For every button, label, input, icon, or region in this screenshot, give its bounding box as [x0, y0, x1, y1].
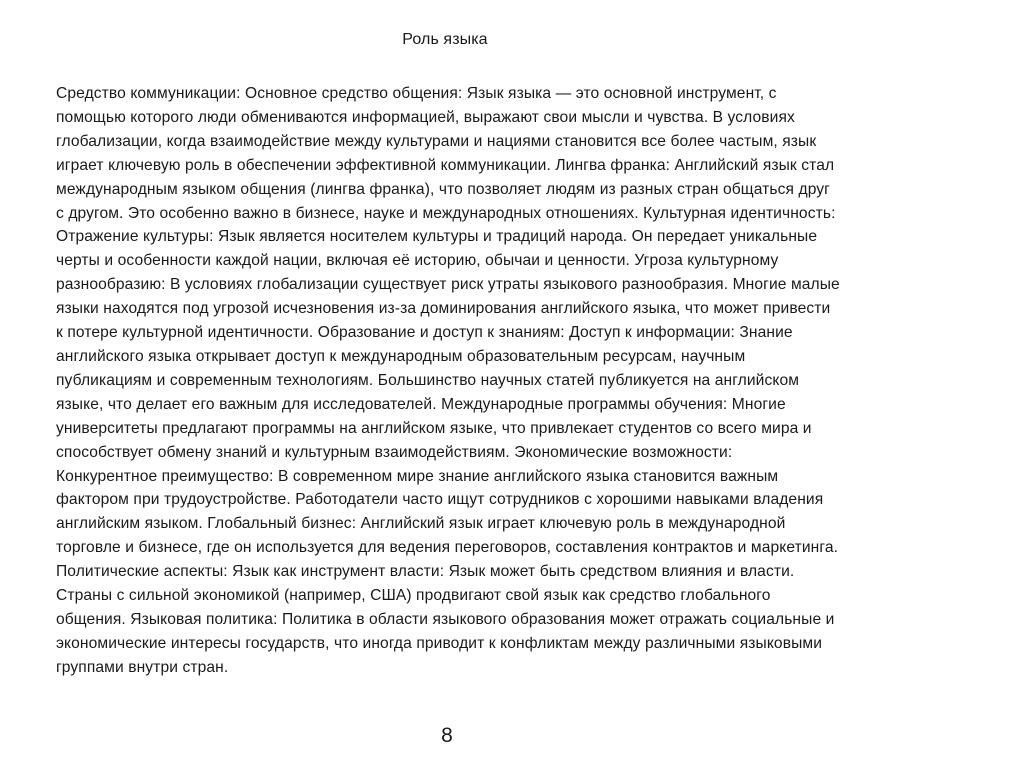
body-line: к потере культурной идентичности. Образование и доступ к знаниям: Доступ к информации: Знание [56, 324, 793, 342]
body-line: помощью которого люди обмениваются информацией, выражают свои мысли и чувства. В условиях [56, 108, 795, 126]
body-line: публикациям и современным технологиям. Большинство научных статей публикуется на английском [56, 371, 800, 389]
slide-body-text [56, 82, 968, 680]
body-line: общения. Языковая политика: Политика в области языкового образования может отражать социальные и [56, 610, 835, 628]
body-line: экономические интересы государств, что иногда приводит к конфликтам между различными языковыми [56, 634, 823, 652]
body-line: глобализации, когда взаимодействие между культурами и нациями становится все более частым, язык [56, 132, 817, 150]
page-number: 8 [441, 724, 453, 747]
body-line: Страны с сильной экономикой (например, США) продвигают свой язык как средство глобального [56, 587, 771, 605]
body-line: Конкурентное преимущество: В современном мире знание английского языка становится важным [56, 467, 779, 485]
body-line: Отражение культуры: Язык является носителем культуры и традиций народа. Он передает уникальные [56, 228, 818, 246]
body-line: языки находятся под угрозой исчезновения из-за доминирования английского языка, что может привести [56, 300, 831, 318]
body-line: способствует обмену знаний и культурным взаимодействиям. Экономические возможности: [56, 443, 733, 461]
body-line: разнообразию: В условиях глобализации существует риск утраты языкового разнообразия. Многие малые [56, 276, 840, 294]
body-line: Средство коммуникации: Основное средство общения: Язык языка — это основной инструмент, с [56, 85, 777, 102]
body-line: торговле и бизнесе, где он используется для ведения переговоров, составления контрактов и маркетинга. [56, 539, 839, 557]
body-line: группами внутри стран. [56, 658, 229, 676]
slide-title: Роль языка [402, 31, 488, 48]
body-line: играет ключевую роль в обеспечении эффективной коммуникации. Лингва франка: Английский язык стал [56, 156, 835, 174]
body-line: международным языком общения (лингва франка), что позволяет людям из разных стран общаться друг [56, 180, 830, 198]
body-line: с другом. Это особенно важно в бизнесе, науке и международных отношениях. Культурная идентичность: [56, 204, 836, 222]
body-line: английским языком. Глобальный бизнес: Английский язык играет ключевую роль в международной [56, 515, 786, 533]
body-line: фактором при трудоустройстве. Работодатели часто ищут сотрудников с хорошими навыками владения [56, 491, 824, 509]
body-line: университеты предлагают программы на английском языке, что привлекает студентов со всего мира и [56, 419, 812, 437]
body-line: черты и особенности каждой нации, включая её историю, обычаи и ценности. Угроза культурному [56, 252, 779, 270]
body-line: языке, что делает его важным для исследователей. Международные программы обучения: Многие [56, 395, 786, 413]
body-line: английского языка открывает доступ к международным образовательным ресурсам, научным [56, 347, 746, 365]
body-line: Политические аспекты: Язык как инструмент власти: Язык может быть средством влияния и власти. [56, 563, 795, 581]
